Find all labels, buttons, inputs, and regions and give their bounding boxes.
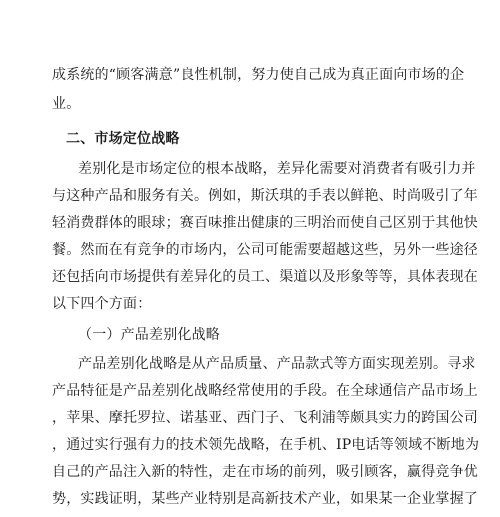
paragraph-line: 与这种产品和服务有关。例如，斯沃琪的手表以鲜艳、时尚吸引了年 (52, 188, 478, 204)
paragraph-line: 轻消费群体的眼球；赛百味推出健康的三明治而使自己区别于其他快 (52, 215, 478, 231)
paragraph-line: 差别化是市场定位的根本战略，差异化需要对消费者有吸引力并 (78, 161, 476, 177)
paragraph-line: 还包括向市场提供有差异化的员工、渠道以及形象等等，具体表现在 (52, 269, 478, 285)
paragraph-line: 以下四个方面： (52, 296, 152, 312)
paragraph-line: ，苹果、摩托罗拉、诺基亚、西门子、飞利浦等颇具实力的跨国公司 (52, 410, 478, 426)
subsection-heading: （一）产品差别化战略 (78, 327, 220, 343)
paragraph-line: 势，实践证明，某些产业特别是高新技术产业，如果某一企业掌握了 (52, 491, 478, 507)
paragraph-line: 自己的产品注入新的特性，走在市场的前列，吸引顾客，赢得竞争优 (52, 464, 478, 480)
paragraph-line: ，通过实行强有力的技术领先战略，在手机、IP电话等领域不断地为 (52, 437, 480, 453)
paragraph-line: 产品特征是产品差别化战略经常使用的手段。在全球通信产品市场上 (52, 383, 478, 399)
paragraph-line: 餐。然而在有竞争的市场内，公司可能需要超越这些，另外一些途径 (52, 242, 478, 258)
paragraph-line: 成系统的“顾客满意”良性机制，努力使自己成为真正面向市场的企 (52, 67, 465, 83)
paragraph-line: 产品差别化战略是从产品质量、产品款式等方面实现差别。寻求 (78, 356, 476, 372)
section-heading: 二、市场定位战略 (66, 131, 180, 147)
paragraph-line: 业。 (52, 96, 81, 112)
